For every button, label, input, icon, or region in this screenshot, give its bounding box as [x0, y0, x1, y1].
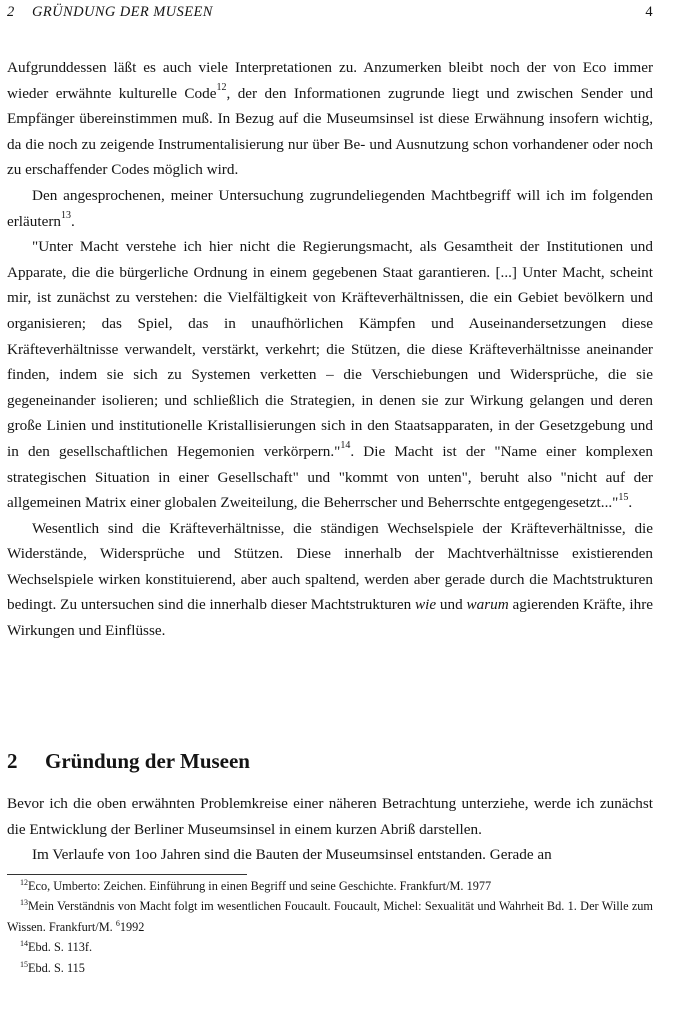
footnote-13: [7, 896, 653, 937]
footnote-text: 1992: [119, 919, 145, 934]
paragraph-text: Den angesprochenen, meiner Untersuchung zugrundeliegenden Machtbegriff will ich im folgenden erläutern: [7, 186, 653, 230]
section-number: 2: [7, 749, 18, 773]
page-number: 4: [645, 4, 653, 20]
footnote-number: 13: [20, 898, 28, 908]
footnote-12: [7, 876, 653, 896]
emphasis-wie: wie: [415, 596, 437, 614]
footnote-text: Ebd. S. 115: [28, 960, 85, 975]
section-paragraph-1: Bevor ich die oben erwähnten Problemkreise einer näheren Betrachtung unterziehe, werde ich zunächst die Entwicklung der Berliner Museumsinsel in einem kurzen Abriß darstellen.: [7, 795, 653, 838]
paragraph-2: [7, 183, 653, 234]
paragraph-text: Wesentlich sind die Kräfteverhältnisse, die ständigen Wechselspiele der Kräfteverhältnisse, die Widerstände, Widersprüche und Stützen. Diese innerhalb der Machtverhältnisse existierenden Wechselspiele wirken konstituierend, aber auch spaltend, werden aber gerade durch die Machtstrukturen bedingt. Zu untersuchen sind die innerhalb dieser Machtstrukturen: [7, 519, 653, 614]
emphasis-warum: warum: [466, 596, 509, 614]
paragraph-3-quote: [7, 234, 653, 516]
footnote-ref-15: 15: [618, 491, 629, 503]
footnote-ref-13: 13: [60, 210, 71, 221]
body-text-section: [7, 791, 653, 868]
footnotes: [7, 876, 653, 978]
footnote-15: [7, 958, 653, 978]
paragraph-text: und: [436, 596, 467, 614]
paragraph-text: , der den Informationen zugrunde liegt und zwischen Sender und Empfänger übereinstimmen muß. In Bezug auf die Museumsinsel ist diese Erwähnung insofern wichtig, da die noch zu zeigende Instrumentalisierung nur über Be- und Ausnutzung schon vorhandener oder noch zu erschaffender Codes möglich wird.: [7, 84, 654, 179]
footnote-14: [7, 937, 653, 957]
footnote-ref-14: 14: [340, 440, 351, 452]
section-paragraph-2: Im Verlaufe von 1oo Jahren sind die Bauten der Museumsinsel entstanden. Gerade an: [32, 846, 552, 864]
paragraph-4: [7, 516, 653, 644]
paragraph-text: . Die Macht ist der "Name einer komplexen strategischen Situation in einer Gesellschaft" und "kommt von unten", beruht also "nicht auf der allgemeinen Matrix einer globalen Zweiteilung, die Beherrscher und Beherrschte entgegengesetzt...": [7, 442, 653, 512]
footnote-number: 15: [20, 959, 28, 969]
body-text-top: [7, 55, 653, 644]
edition-superscript: 6: [115, 918, 120, 928]
paragraph-text: agierenden Kräfte, ihre Wirkungen und Einflüsse.: [7, 596, 653, 640]
footnote-ref-12: 12: [216, 82, 227, 94]
paragraph-1: [7, 55, 653, 183]
running-head-chapter-number: 2: [7, 4, 15, 20]
paragraph-text: .: [70, 212, 75, 230]
section-title: Gründung der Museen: [45, 749, 250, 773]
paragraph-text: Aufgrunddessen läßt es auch viele Interpretationen zu. Anzumerken bleibt noch der von Eco immer wieder erwähnte kulturelle Code: [7, 59, 653, 102]
footnote-divider: [7, 874, 247, 875]
running-head: [7, 4, 653, 24]
footnote-text: Eco, Umberto: Zeichen. Einführung in einen Begriff und seine Geschichte. Frankfurt/M. 1977: [28, 879, 492, 893]
footnote-number: 14: [20, 939, 28, 949]
footnote-text: Mein Verständnis von Macht folgt im wesentlichen Foucault. Foucault, Michel: Sexualität und Wahrheit Bd. 1. Der Wille zum Wissen. Frankfurt/M.: [7, 899, 653, 934]
footnote-text: Ebd. S. 113f.: [28, 940, 93, 955]
footnote-number: 12: [20, 877, 28, 887]
section-heading: [7, 749, 653, 774]
paragraph-text: "Unter Macht verstehe ich hier nicht die Regierungsmacht, als Gesamtheit der Institutionen und Apparate, die die bürgerliche Ordnung in einem gegebenen Staat garantieren. [...] Unter Macht, scheint mir, ist zunächst zu verstehen: die Vielfältigkeit von Kräfteverhältnissen, die ein Gebiet bevölkern und organisieren; das Spiel, das in unaufhörlichen Kämpfen und Auseinandersetzungen diese Kräfteverhältnisse verwandelt, verstärkt, verkehrt; die Stützen, die diese Kräfteverhältnisse aneinander finden, indem sie sich zu Systemen verketten – die Verschiebungen und Widersprüche, die sie gegeneinander isolieren; und schließlich die Strategien, in denen sie zur Wirkung gelangen und deren große Linien und institutionelle Kristallisierungen sich in den Staatsapparaten, in der Gesetzgebung und in den gesellschaftlichen Hegemonien verkörpern.": [7, 238, 653, 460]
paragraph-text: .: [628, 494, 633, 512]
running-head-chapter-title: GRÜNDUNG DER MUSEEN: [32, 4, 213, 20]
